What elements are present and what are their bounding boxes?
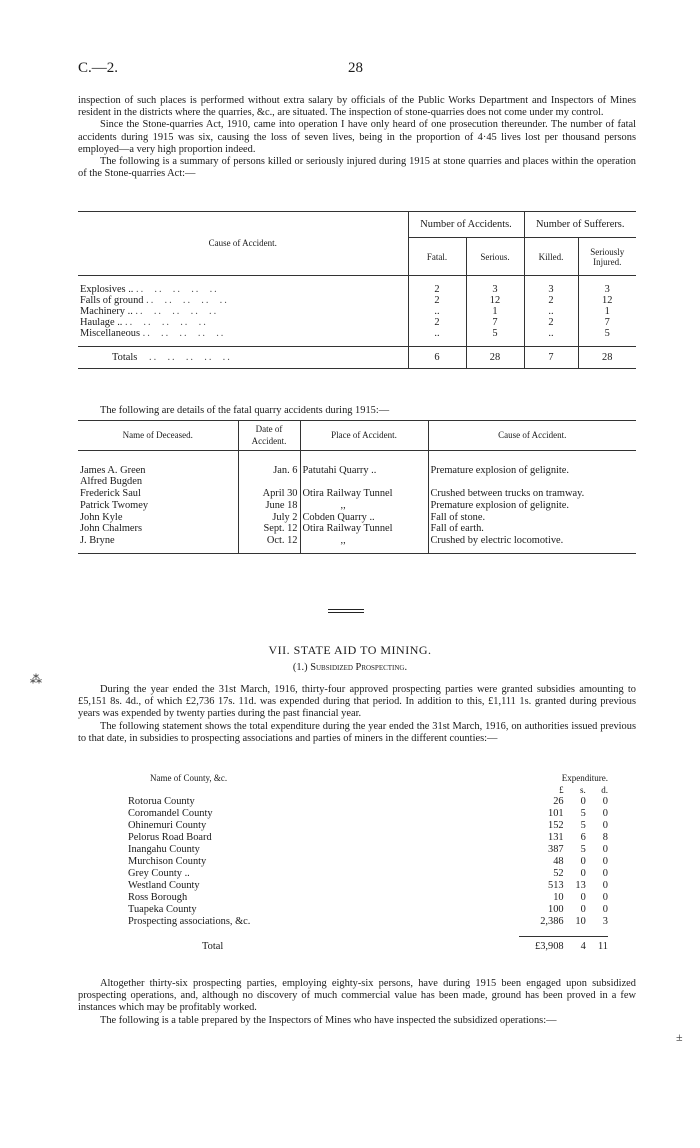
table-row: James A. Green Jan. 6 Patutahi Quarry .. Premature explosion of gelignite. <box>78 465 636 477</box>
total-row: Total £3,908 4 11 <box>202 941 608 953</box>
table-row: John Chalmers Sept. 12 Otira Railway Tunnel Fall of earth. <box>78 523 636 535</box>
column-header: Date of Accident. <box>238 421 300 451</box>
table-row: Pelorus Road Board 131 6 8 <box>128 832 608 843</box>
table-row: Patrick Twomey June 18 ,, Premature explosion of gelignite. <box>78 500 636 512</box>
paragraph: The following is a summary of persons killed or seriously injured during 1915 at stone quarries and places within the operation of the Stone-quarries Act:— <box>78 156 636 180</box>
expenditure-table: Name of County, &c. Expenditure. £ s. d. Rotorua County 26 0 0 Coromandel County 101 5 0 Ohinemuri County 152 5 0 Pelorus Road Board 131 6 8 Inangahu County 387 5 0 Murchison County 48 0 0 Grey County .. 52 0 0 Westland County 513 13 0 Ross Borough 10 0 0 Tuapeka County 100 0 0 Prospecting associations, &c. 2,386 10 3 Total £3,908 4 11 <box>128 772 608 958</box>
totals-row: Totals .. .. .. .. .. 6 28 7 28 <box>78 347 636 369</box>
table-row: Westland County 513 13 0 <box>128 880 608 891</box>
table-row: Falls of ground .. .. .. .. .. 2 12 2 12 <box>78 295 636 306</box>
table-row: Grey County .. 52 0 0 <box>128 868 608 879</box>
section-subtitle: (1.) Subsidized Prospecting. <box>292 662 408 673</box>
table-row: Prospecting associations, &c. 2,386 10 3 <box>128 916 608 927</box>
intro-text <box>78 95 636 180</box>
closing-text <box>78 978 636 1027</box>
column-header: Expenditure. <box>561 773 608 783</box>
table-row: Ross Borough 10 0 0 <box>128 892 608 903</box>
table-row: John Kyle July 2 Cobden Quarry .. Fall of stone. <box>78 512 636 524</box>
paragraph: Altogether thirty-six prospecting parties, employing eighty-six persons, have during 1915 been engaged upon subsidized prospecting operations, and, although no discovery of much commercial value has been made, ground has been proved in a few instances which may be profitably worked. <box>78 978 636 1014</box>
column-header: Seriously Injured. <box>578 238 636 276</box>
table-row: Miscellaneous .. .. .. .. .. .. 5 .. 5 <box>78 328 636 339</box>
document-reference: C.—2. <box>78 60 119 76</box>
paragraph: The following is a table prepared by the Inspectors of Mines who have inspected the subsidized operations:— <box>100 1014 557 1026</box>
table-row: Inangahu County 387 5 0 <box>128 844 608 855</box>
scan-mark: ± <box>676 1030 683 1044</box>
table-row: Ohinemuri County 152 5 0 <box>128 820 608 831</box>
table-row: Haulage .. .. .. .. .. .. 2 7 2 7 <box>78 317 636 328</box>
cause-column-header: Cause of Accident. <box>78 212 408 276</box>
table-row: Alfred Bugden <box>78 476 636 488</box>
page-header <box>78 60 638 80</box>
table-row: J. Bryne Oct. 12 ,, Crushed by electric locomotive. <box>78 535 636 547</box>
paragraph: During the year ended the 31st March, 1916, thirty-four approved prospecting parties were granted subsidies amounting to £5,151 8s. 4d., of which £2,736 17s. 11d. was expended during that period. In addition to this, £1,111 1s. granted during previous years was expended by twenty parties during the past financial year. <box>78 684 636 720</box>
fatal-intro: The following are details of the fatal quarry accidents during 1915:— <box>100 405 390 416</box>
fatal-accidents-table <box>78 420 636 554</box>
table-row: Frederick Saul April 30 Otira Railway Tunnel Crushed between trucks on tramway. <box>78 488 636 500</box>
table-row: Coromandel County 101 5 0 <box>128 808 608 819</box>
table-row: Rotorua County 26 0 0 <box>128 796 608 807</box>
section-divider <box>328 612 364 613</box>
section-title: VII. STATE AID TO MINING. <box>268 643 432 657</box>
accidents-summary-table <box>78 211 636 369</box>
column-header: Serious. <box>466 238 524 276</box>
sufferers-group-header: Number of Sufferers. <box>524 212 636 238</box>
table-row: Murchison County 48 0 0 <box>128 856 608 867</box>
table-row: Tuapeka County 100 0 0 <box>128 904 608 915</box>
table-row: Explosives .. .. .. .. .. .. 2 3 3 3 <box>78 284 636 295</box>
table-row: Machinery .. .. .. .. .. .. .. 1 .. 1 <box>78 306 636 317</box>
accidents-group-header: Number of Accidents. <box>408 212 524 238</box>
column-header: Cause of Accident. <box>428 421 636 451</box>
column-header: Fatal. <box>408 238 466 276</box>
state-aid-text <box>78 684 636 745</box>
paragraph: The following statement shows the total expenditure during the year ended the 31st March, 1916, on authorities issued previous to that date, in subsidies to prospecting associations and parties of miners in the different counties:— <box>78 720 636 744</box>
column-header: Name of County, &c. <box>150 773 228 783</box>
column-header: Name of Deceased. <box>78 421 238 451</box>
section-divider <box>328 609 364 610</box>
scan-mark: ⁂ <box>30 672 42 686</box>
paragraph: inspection of such places is performed without extra salary by officials of the Public Works Department and Inspectors of Mines resident in the districts where the quarries, &c., are situated. The inspection of stone-quarries does not come under my control. <box>78 95 636 119</box>
column-header: Killed. <box>524 238 578 276</box>
column-header: Place of Accident. <box>300 421 428 451</box>
paragraph: Since the Stone-quarries Act, 1910, came into operation I have only heard of one prosecution thereunder. The number of fatal accidents during 1915 was six, causing the loss of seven lives, being in the proportion of 4·45 lives lost per thousand persons employed—a very high proportion indeed. <box>78 119 636 155</box>
page-number: 28 <box>348 60 363 76</box>
